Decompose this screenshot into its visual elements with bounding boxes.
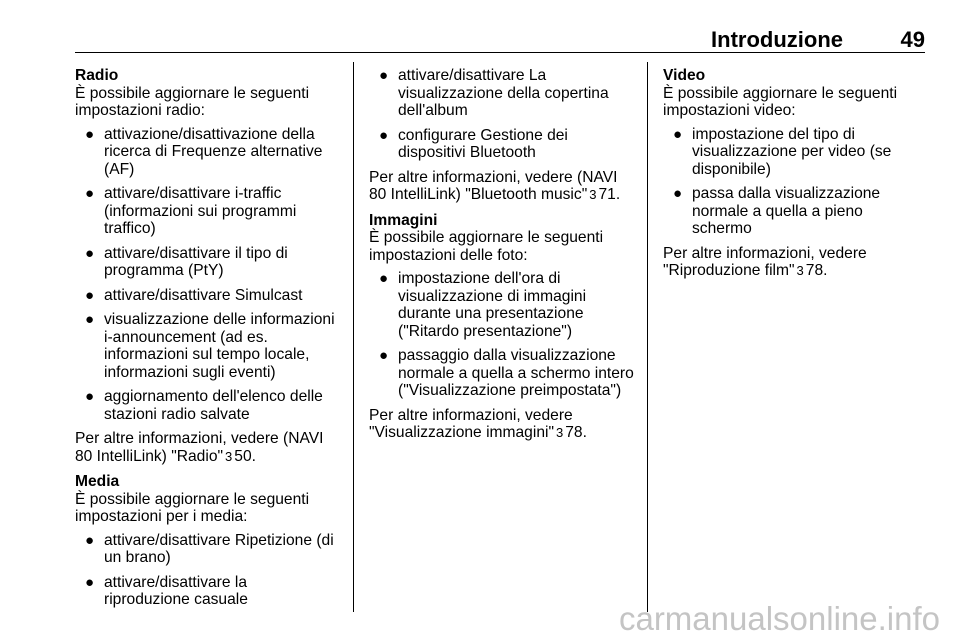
section-radio bbox=[75, 67, 337, 465]
bullet-dot-icon: ● bbox=[85, 311, 95, 328]
bullet-dot-icon: ● bbox=[85, 531, 95, 549]
bullet-dot-icon: ● bbox=[85, 185, 95, 202]
section-media bbox=[75, 473, 337, 609]
section-footer bbox=[369, 169, 634, 204]
page-reference-icon: 3 bbox=[589, 187, 597, 202]
list-item-text: impostazione del tipo di visualizzazione per video (se disponibile) bbox=[692, 125, 892, 178]
bullet-dot-icon: ● bbox=[673, 185, 683, 202]
bullet-list bbox=[75, 126, 337, 424]
column-2 bbox=[369, 67, 634, 450]
section-intro: È possibile aggiornare le seguenti impostazioni delle foto: bbox=[369, 229, 604, 264]
list-item-text: passaggio dalla visualizzazione normale a quella a schermo intero ("Visualizzazione preimpostata") bbox=[398, 347, 634, 399]
list-item bbox=[75, 185, 337, 238]
bullet-list bbox=[663, 126, 925, 238]
list-item-text: attivare/disattivare la riproduzione casuale bbox=[104, 573, 248, 608]
bullet-dot-icon: ● bbox=[85, 388, 95, 405]
list-item bbox=[663, 185, 925, 238]
section-intro: È possibile aggiornare le seguenti impostazioni video: bbox=[663, 84, 898, 119]
bullet-dot-icon: ● bbox=[379, 67, 389, 84]
section-intro: È possibile aggiornare le seguenti impostazioni per i media: bbox=[75, 490, 310, 525]
list-item bbox=[75, 126, 337, 179]
bullet-dot-icon: ● bbox=[379, 270, 389, 287]
bullet-list bbox=[369, 270, 634, 400]
list-item bbox=[75, 388, 337, 423]
page-reference[interactable]: 78. bbox=[805, 262, 828, 279]
column-1 bbox=[75, 67, 337, 617]
page-reference[interactable]: 50. bbox=[234, 447, 256, 465]
page-reference-icon: 3 bbox=[556, 425, 564, 440]
page-reference-icon: 3 bbox=[796, 263, 804, 278]
section-footer bbox=[369, 407, 634, 442]
section-heading: Immagini bbox=[369, 211, 438, 229]
list-item bbox=[75, 574, 337, 609]
list-item-text: impostazione dell'ora di visualizzazione di immagini durante una presentazione ("Ritardo presentazione") bbox=[398, 270, 587, 340]
footer-text: Per altre informazioni, vedere "Visualizzazione immagini" bbox=[369, 406, 573, 441]
page-reference[interactable]: 78. bbox=[565, 424, 587, 441]
list-item-text: configurare Gestione dei dispositivi Bluetooth bbox=[398, 126, 568, 161]
footer-text: Per altre informazioni, vedere "Riproduzione film" bbox=[663, 244, 867, 279]
list-item-text: attivare/disattivare Simulcast bbox=[104, 286, 303, 304]
list-item-text: attivare/disattivare La visualizzazione della copertina dell'album bbox=[398, 67, 609, 119]
section-footer bbox=[663, 245, 925, 280]
page-reference-icon: 3 bbox=[225, 448, 233, 464]
section-heading: Media bbox=[75, 473, 120, 490]
bullet-dot-icon: ● bbox=[673, 125, 683, 143]
section-video bbox=[663, 67, 925, 280]
page-number: 49 bbox=[900, 27, 925, 52]
bullet-dot-icon: ● bbox=[85, 125, 95, 143]
column-3 bbox=[663, 67, 925, 288]
section-intro: È possibile aggiornare le seguenti impostazioni radio: bbox=[75, 84, 310, 119]
list-item bbox=[75, 287, 337, 305]
bullet-list bbox=[75, 532, 337, 609]
section-heading: Radio bbox=[75, 67, 119, 84]
bullet-dot-icon: ● bbox=[85, 286, 95, 304]
bullet-dot-icon: ● bbox=[85, 244, 95, 262]
list-item-text: visualizzazione delle informazioni i-announcement (ad es. informazioni sul tempo locale, informazioni sugli eventi) bbox=[104, 311, 335, 381]
bullet-dot-icon: ● bbox=[379, 126, 389, 144]
list-item-text: attivare/disattivare il tipo di programma (PtY) bbox=[104, 244, 288, 279]
list-item bbox=[369, 127, 634, 162]
bullet-dot-icon: ● bbox=[85, 573, 95, 591]
list-item bbox=[369, 347, 634, 400]
page-reference[interactable]: 71. bbox=[598, 186, 621, 203]
list-item bbox=[75, 245, 337, 280]
list-item-text: attivazione/disattivazione della ricerca di Frequenze alternative (AF) bbox=[104, 125, 323, 178]
list-item-text: attivare/disattivare Ripetizione (di un brano) bbox=[104, 531, 334, 566]
page-header bbox=[75, 24, 925, 53]
list-item bbox=[75, 532, 337, 567]
bullet-list bbox=[369, 67, 634, 162]
list-item-text: passa dalla visualizzazione normale a quella a pieno schermo bbox=[692, 185, 881, 237]
list-item-text: aggiornamento dell'elenco delle stazioni radio salvate bbox=[104, 388, 323, 423]
watermark: carmanualsonline.info bbox=[618, 600, 940, 637]
list-item bbox=[75, 311, 337, 381]
list-item bbox=[369, 270, 634, 340]
section-footer bbox=[75, 430, 337, 465]
column-divider bbox=[353, 62, 354, 612]
list-item bbox=[369, 67, 634, 120]
column-divider bbox=[647, 62, 648, 612]
footer-text: Per altre informazioni, vedere (NAVI 80 IntelliLink) "Radio" bbox=[75, 430, 324, 465]
section-images bbox=[369, 212, 634, 442]
list-item-text: attivare/disattivare i-traffic (informazioni sui programmi traffico) bbox=[104, 185, 297, 237]
list-item bbox=[663, 126, 925, 179]
section-media-continued bbox=[369, 67, 634, 204]
section-heading: Video bbox=[663, 67, 706, 84]
footer-text: Per altre informazioni, vedere (NAVI 80 IntelliLink) "Bluetooth music" bbox=[369, 168, 618, 203]
bullet-dot-icon: ● bbox=[379, 347, 389, 364]
page-title: Introduzione bbox=[711, 27, 843, 52]
